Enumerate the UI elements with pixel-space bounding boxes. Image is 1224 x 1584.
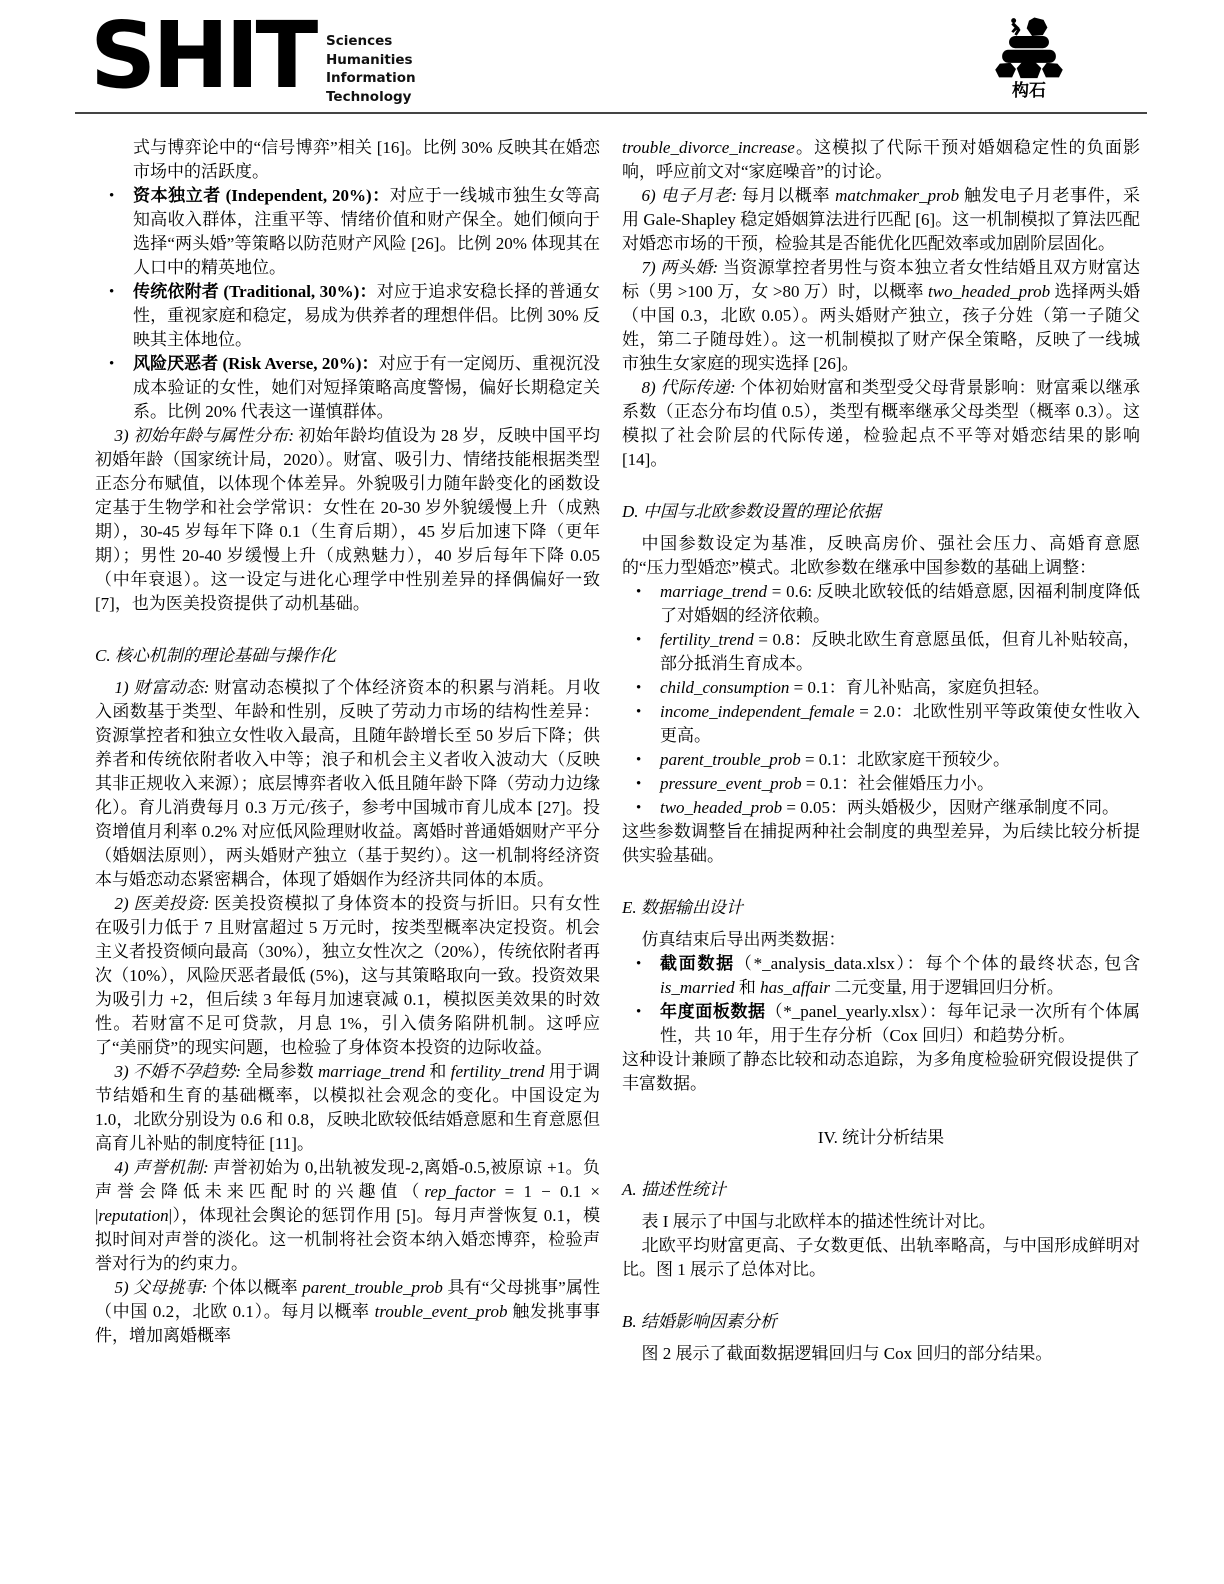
text-run: 二元变量, 用于逻辑回归分析。 (830, 978, 1064, 997)
text-run: 图 2 展示了截面数据逻辑回归与 Cox 回归的部分结果。 (641, 1344, 1053, 1363)
text-run: 个体以概率 (211, 1278, 303, 1297)
italic-text: 6) 电子月老: (641, 186, 742, 205)
text-run: 财富动态模拟了个体经济资本的积累与消耗。月收入函数基于类型、年龄和性别，反映了劳动力市场的结构性差异：资源掌控者和独立女性收入最高，且随年龄增长至 50 岁后下降；供养者和传统依附者收入中等；浪子和机会主义者收入波动大（反映其非正规收入来源）；底层博弈者收入低且随年龄下降（劳动力边缘化）。育儿消费每月 0.3 万元/孩子，参考中国城市育儿成本 [27]。投资增值月利率 0.2% 对应低风险理财收益。离婚时普通婚姻财产平分（婚姻法原则），两头婚财产独立（基于契约）。这一机制将经济资本与婚恋动态紧密耦合，体现了婚姻作为经济共同体的本质。 (95, 678, 600, 889)
bullet-marker: • (636, 956, 642, 972)
italic-text: income_independent_female (660, 702, 855, 721)
bold-text: 传统依附者 (Traditional, 30%)： (133, 282, 377, 301)
text-run: = 1 − 0.1 × | (95, 1182, 601, 1225)
text-run: 触发挑事事件，增加离婚概率 (95, 1302, 601, 1345)
bullet-marker: • (636, 680, 642, 696)
italic-text: 3) 初始年龄与属性分布: (114, 426, 299, 445)
section-heading-e (622, 896, 1140, 920)
text-run: B. 结婚影响因素分析 (622, 1312, 777, 1331)
italic-text: marriage_trend (660, 582, 768, 601)
text-run: 对应于一线城市独生女等高知高收入群体，注重平等、情绪价值和财产保全。她们倾向于选择“两头婚”等策略以防范财产风险 [26]。比例 20% 体现其在人口中的精英地位。 (133, 186, 601, 277)
text-run: 用于调节结婚和生育的基础概率，以模拟社会观念的变化。中国设定为 1.0，北欧分别设为 0.6 和 0.8，反映北欧较低结婚意愿和生育意愿但高育儿补贴的制度特征 [11]。 (95, 1062, 601, 1153)
text-run: 初始年龄均值设为 28 岁，反映中国平均初婚年龄（国家统计局，2020）。财富、吸引力、情绪技能根据类型正态分布赋值，以体现个体差异。外貌吸引力随年龄变化的函数设定基于生物学和社会学常识：女性在 20-30 岁外貌缓慢上升（成熟期），30-45 岁每年下降 0.1（生育后期），45 岁后加速下降（更年期）；男性 20-40 岁缓慢上升（成熟魅力），40 岁后每年下降 0.05（中年衰退）。这一设定与进化心理学中性别差异的择偶偏好一致 [7]，也为医美投资提供了动机基础。 (95, 426, 601, 613)
bold-text: 资本独立者 (Independent, 20%)： (133, 186, 390, 205)
bullet-text (133, 280, 600, 352)
bullet-text (660, 772, 1140, 796)
text-run: C. 核心机制的理论基础与操作化 (95, 646, 336, 665)
text-run: （*_panel_yearly.xlsx）：每年记录一次所有个体属性，共 10 年，用于生存分析（Cox 回归）和趋势分析。 (660, 1002, 1140, 1045)
publisher-name: 构石 (1012, 81, 1046, 101)
para-export-intro (622, 928, 1140, 952)
para-figure2 (622, 1342, 1140, 1366)
bullet-parent-trouble-prob (636, 748, 1140, 772)
wordmark-line-technology: Technology (326, 88, 412, 105)
bullet-marker: • (636, 1004, 642, 1020)
para-nordic-comparison (622, 1234, 1140, 1282)
bullet-marker: • (109, 188, 115, 204)
para-matchmaker (622, 184, 1140, 256)
italic-text: 1) 财富动态: (114, 678, 215, 697)
section-heading-iv (622, 1126, 1140, 1150)
italic-text: 8) 代际传递: (641, 378, 741, 397)
bullet-text (660, 796, 1140, 820)
bullet-risk-averse (109, 352, 600, 424)
text-run: 声誉初始为 0,出轨被发现-2,离婚-0.5,被原谅 +1。负声誉会降低未来匹配时的兴趣值（ (95, 1158, 600, 1201)
masthead (90, 2, 1140, 112)
bullet-traditional (109, 280, 600, 352)
text-run: 这些参数调整旨在捕捉两种社会制度的典型差异，为后续比较分析提供实验基础。 (622, 822, 1140, 865)
bullet-fertility-trend (636, 628, 1140, 676)
bullet-marker: • (636, 800, 642, 816)
bullet-child-consumption (636, 676, 1140, 700)
bullet-text (660, 580, 1140, 628)
right-column (622, 136, 1140, 1366)
section-heading-a (622, 1178, 1140, 1202)
para-cosmetic-investment (95, 892, 600, 1060)
wordmark-line-sciences: Sciences (326, 33, 393, 49)
text-run: 式与博弈论中的“信号博弈”相关 [16]。比例 30% 反映其在婚恋市场中的活跃度。 (133, 138, 600, 181)
italic-text: is_married (660, 978, 735, 997)
text-run: = 0.1：育儿补贴高，家庭负担轻。 (789, 678, 1050, 697)
section-heading-c (95, 644, 600, 668)
italic-text: fertility_trend (450, 1062, 545, 1081)
italic-text: trouble_event_prob (374, 1302, 508, 1321)
text-run: A. 描述性统计 (622, 1180, 726, 1199)
left-column (95, 136, 600, 1366)
para-marriage-fertility-trend (95, 1060, 600, 1156)
bullet-independent (109, 184, 600, 280)
italic-text: 4) 声誉机制: (114, 1158, 214, 1177)
bullet-text (660, 1000, 1140, 1048)
italic-text: has_affair (760, 978, 831, 997)
bullet-marker: • (109, 356, 115, 372)
para-two-headed-marriage (622, 256, 1140, 376)
italic-text: fertility_trend (660, 630, 754, 649)
bold-text: 截面数据 (660, 954, 735, 973)
para-china-baseline (622, 532, 1140, 580)
bullet-marriage-trend (636, 580, 1140, 628)
text-run: 每月以概率 (741, 186, 836, 205)
bullet-marker: • (636, 704, 642, 720)
text-run: 对应于有一定阅历、重视沉没成本验证的女性，她们对短择策略高度警惕，偏好长期稳定关系。比例 20% 代表这一谨慎群体。 (133, 354, 600, 421)
italic-text: matchmaker_prob (835, 186, 960, 205)
bullet-income-independent-female (636, 700, 1140, 748)
para-parameter-summary (622, 820, 1140, 868)
text-run: 对应于追求安稳长择的普通女性，重视家庭和稳定，易成为供养者的理想伴侣。比例 30% 反映其主体地位。 (133, 282, 601, 349)
para-table1 (622, 1210, 1140, 1234)
text-run: = 0.8：反映北欧生育意愿虽低，但育儿补贴较高，部分抵消生育成本。 (660, 630, 1140, 673)
text-run: D. 中国与北欧参数设置的理论依据 (622, 502, 881, 521)
italic-text: trouble_divorce_increase (622, 138, 795, 157)
text-run: = 0.6: 反映北欧较低的结婚意愿, 因福利制度降低了对婚姻的经济依赖。 (660, 582, 1140, 625)
text-run: 仿真结束后导出两类数据： (641, 930, 846, 949)
text-run: 触发电子月老事件，采用 Gale-Shapley 稳定婚姻算法进行匹配 [6]。这一机制模拟了算法匹配对婚恋市场的干预，检验其是否能优化匹配效率或加剧阶层固化。 (622, 186, 1140, 253)
text-run: 这种设计兼顾了静态比较和动态追踪，为多角度检验研究假设提供了丰富数据。 (622, 1050, 1140, 1093)
italic-text: parent_trouble_prob (660, 750, 801, 769)
bullet-panel-data (636, 1000, 1140, 1048)
italic-text: marriage_trend (318, 1062, 426, 1081)
bullet-marker: • (109, 284, 115, 300)
bullet-continuation (133, 136, 600, 184)
para-intergenerational (622, 376, 1140, 472)
text-run: = 0.1：社会催婚压力小。 (801, 774, 994, 793)
text-run: 个体初始财富和类型受父母背景影响：财富乘以继承系数（正态分布均值 0.5），类型有概率继承父母类型（概率 0.3）。这模拟了社会阶层的代际传递，检验起点不平等对婚恋结果的影响 [14]。 (622, 378, 1141, 469)
para-design-summary (622, 1048, 1140, 1096)
bold-text: 年度面板数据 (660, 1002, 766, 1021)
bullet-text (660, 676, 1140, 700)
italic-text: 2) 医美投资: (114, 894, 215, 913)
text-run: = 0.05：两头婚极少，因财产继承制度不同。 (782, 798, 1119, 817)
bold-text: 风险厌恶者 (Risk Averse, 20%)： (133, 354, 379, 373)
para-trouble-divorce-continuation (622, 136, 1140, 184)
bullet-text (660, 748, 1140, 772)
journal-wordmark: SHIT (90, 2, 315, 109)
bullet-text (660, 628, 1140, 676)
section-heading-d (622, 500, 1140, 524)
text-run: = 0.1：北欧家庭干预较少。 (800, 750, 1011, 769)
bullet-marker: • (636, 752, 642, 768)
bullet-text (133, 184, 600, 280)
italic-text: 7) 两头婚: (641, 258, 723, 277)
italic-text: two_headed_prob (928, 282, 1051, 301)
wordmark-line-information: Information (326, 70, 416, 86)
bullet-two-headed-prob (636, 796, 1140, 820)
text-run: 选择两头婚（中国 0.3，北欧 0.05）。两头婚财产独立，孩子分姓（第一子随父姓，第二子随母姓）。这一机制模拟了财产保全策略，反映了一线城市独生女家庭的现实选择 [26]。 (622, 282, 1140, 373)
text-run: = 2.0：北欧性别平等政策使女性收入更高。 (660, 702, 1140, 745)
bullet-marker: • (636, 776, 642, 792)
text-run: 当资源掌控者男性与资本独立者女性结婚且双方财富达标（男 >100 万，女 >80 万）时，以概率 (622, 258, 1140, 301)
bullet-text (660, 952, 1140, 1000)
text-run: （*_analysis_data.xlsx）：每个个体的最终状态, 包含 (734, 954, 1141, 973)
para-wealth-dynamics (95, 676, 600, 892)
journal-wordmark-expansion (326, 32, 416, 106)
para-reputation (95, 1156, 600, 1276)
rock-pile-icon (984, 16, 1074, 82)
text-run: 具有“父母挑事”属性（中国 0.2，北欧 0.1）。每月以概率 (95, 1278, 601, 1321)
text-run: 医美投资模拟了身体资本的投资与折旧。只有女性在吸引力低于 7 且财富超过 5 万元时，按类型概率决定投资。机会主义者投资倾向最高（30%），独立女性次之（20%），传统依附者再次（10%），风险厌恶者最低 (5%)，这与其策略取向一致。投资效果为吸引力 +2，但后续 3 年每月加速衰减 0.1，模拟医美效果的时效性。若财富不足可贷款，月息 1%，引入债务陷阱机制。这呼应了“美丽贷”的现实问题，也检验了身体资本投资的边际收益。 (95, 894, 600, 1057)
text-run: |），体现社会舆论的惩罚作用 [5]。每月声誉恢复 0.1，模拟时间对声誉的淡化。这一机制将社会资本纳入婚恋博弈，检验声誉对行为的约束力。 (95, 1206, 600, 1273)
section-heading-b (622, 1310, 1140, 1334)
text-run: E. 数据输出设计 (622, 898, 743, 917)
para-initial-age (95, 424, 600, 616)
italic-text: parent_trouble_prob (302, 1278, 443, 1297)
bullet-text (133, 352, 600, 424)
text-run: 全局参数 (245, 1062, 319, 1081)
publisher-logo (984, 16, 1074, 100)
bullet-pressure-event-prob (636, 772, 1140, 796)
two-column-body (95, 136, 1140, 1366)
para-parent-trouble (95, 1276, 600, 1348)
italic-text: rep_factor (424, 1182, 496, 1201)
italic-text: two_headed_prob (660, 798, 783, 817)
wordmark-line-humanities: Humanities (326, 51, 413, 68)
italic-text: 5) 父母挑事: (114, 1278, 212, 1297)
text-run: 和 (734, 978, 761, 997)
italic-text: 3) 不婚不孕趋势: (114, 1062, 246, 1081)
text-run: 。这模拟了代际干预对婚姻稳定性的负面影响，呼应前文对“家庭噪音”的讨论。 (622, 138, 1140, 181)
header-divider (75, 112, 1147, 114)
italic-text: reputation (98, 1206, 169, 1225)
text-run: 表 I 展示了中国与北欧样本的描述性统计对比。 (641, 1212, 996, 1231)
text-run: 北欧平均财富更高、子女数更低、出轨率略高，与中国形成鲜明对比。图 1 展示了总体对比。 (622, 1236, 1140, 1279)
italic-text: pressure_event_prob (660, 774, 802, 793)
bullet-marker: • (636, 632, 642, 648)
text-run: 中国参数设定为基准，反映高房价、强社会压力、高婚育意愿的“压力型婚恋”模式。北欧参数在继承中国参数的基础上调整： (622, 534, 1140, 577)
bullet-text (660, 700, 1140, 748)
text-run: IV. 统计分析结果 (817, 1128, 945, 1147)
italic-text: child_consumption (660, 678, 790, 697)
bullet-marker: • (636, 584, 642, 600)
bullet-cross-section-data (636, 952, 1140, 1000)
text-run: 和 (425, 1062, 451, 1081)
